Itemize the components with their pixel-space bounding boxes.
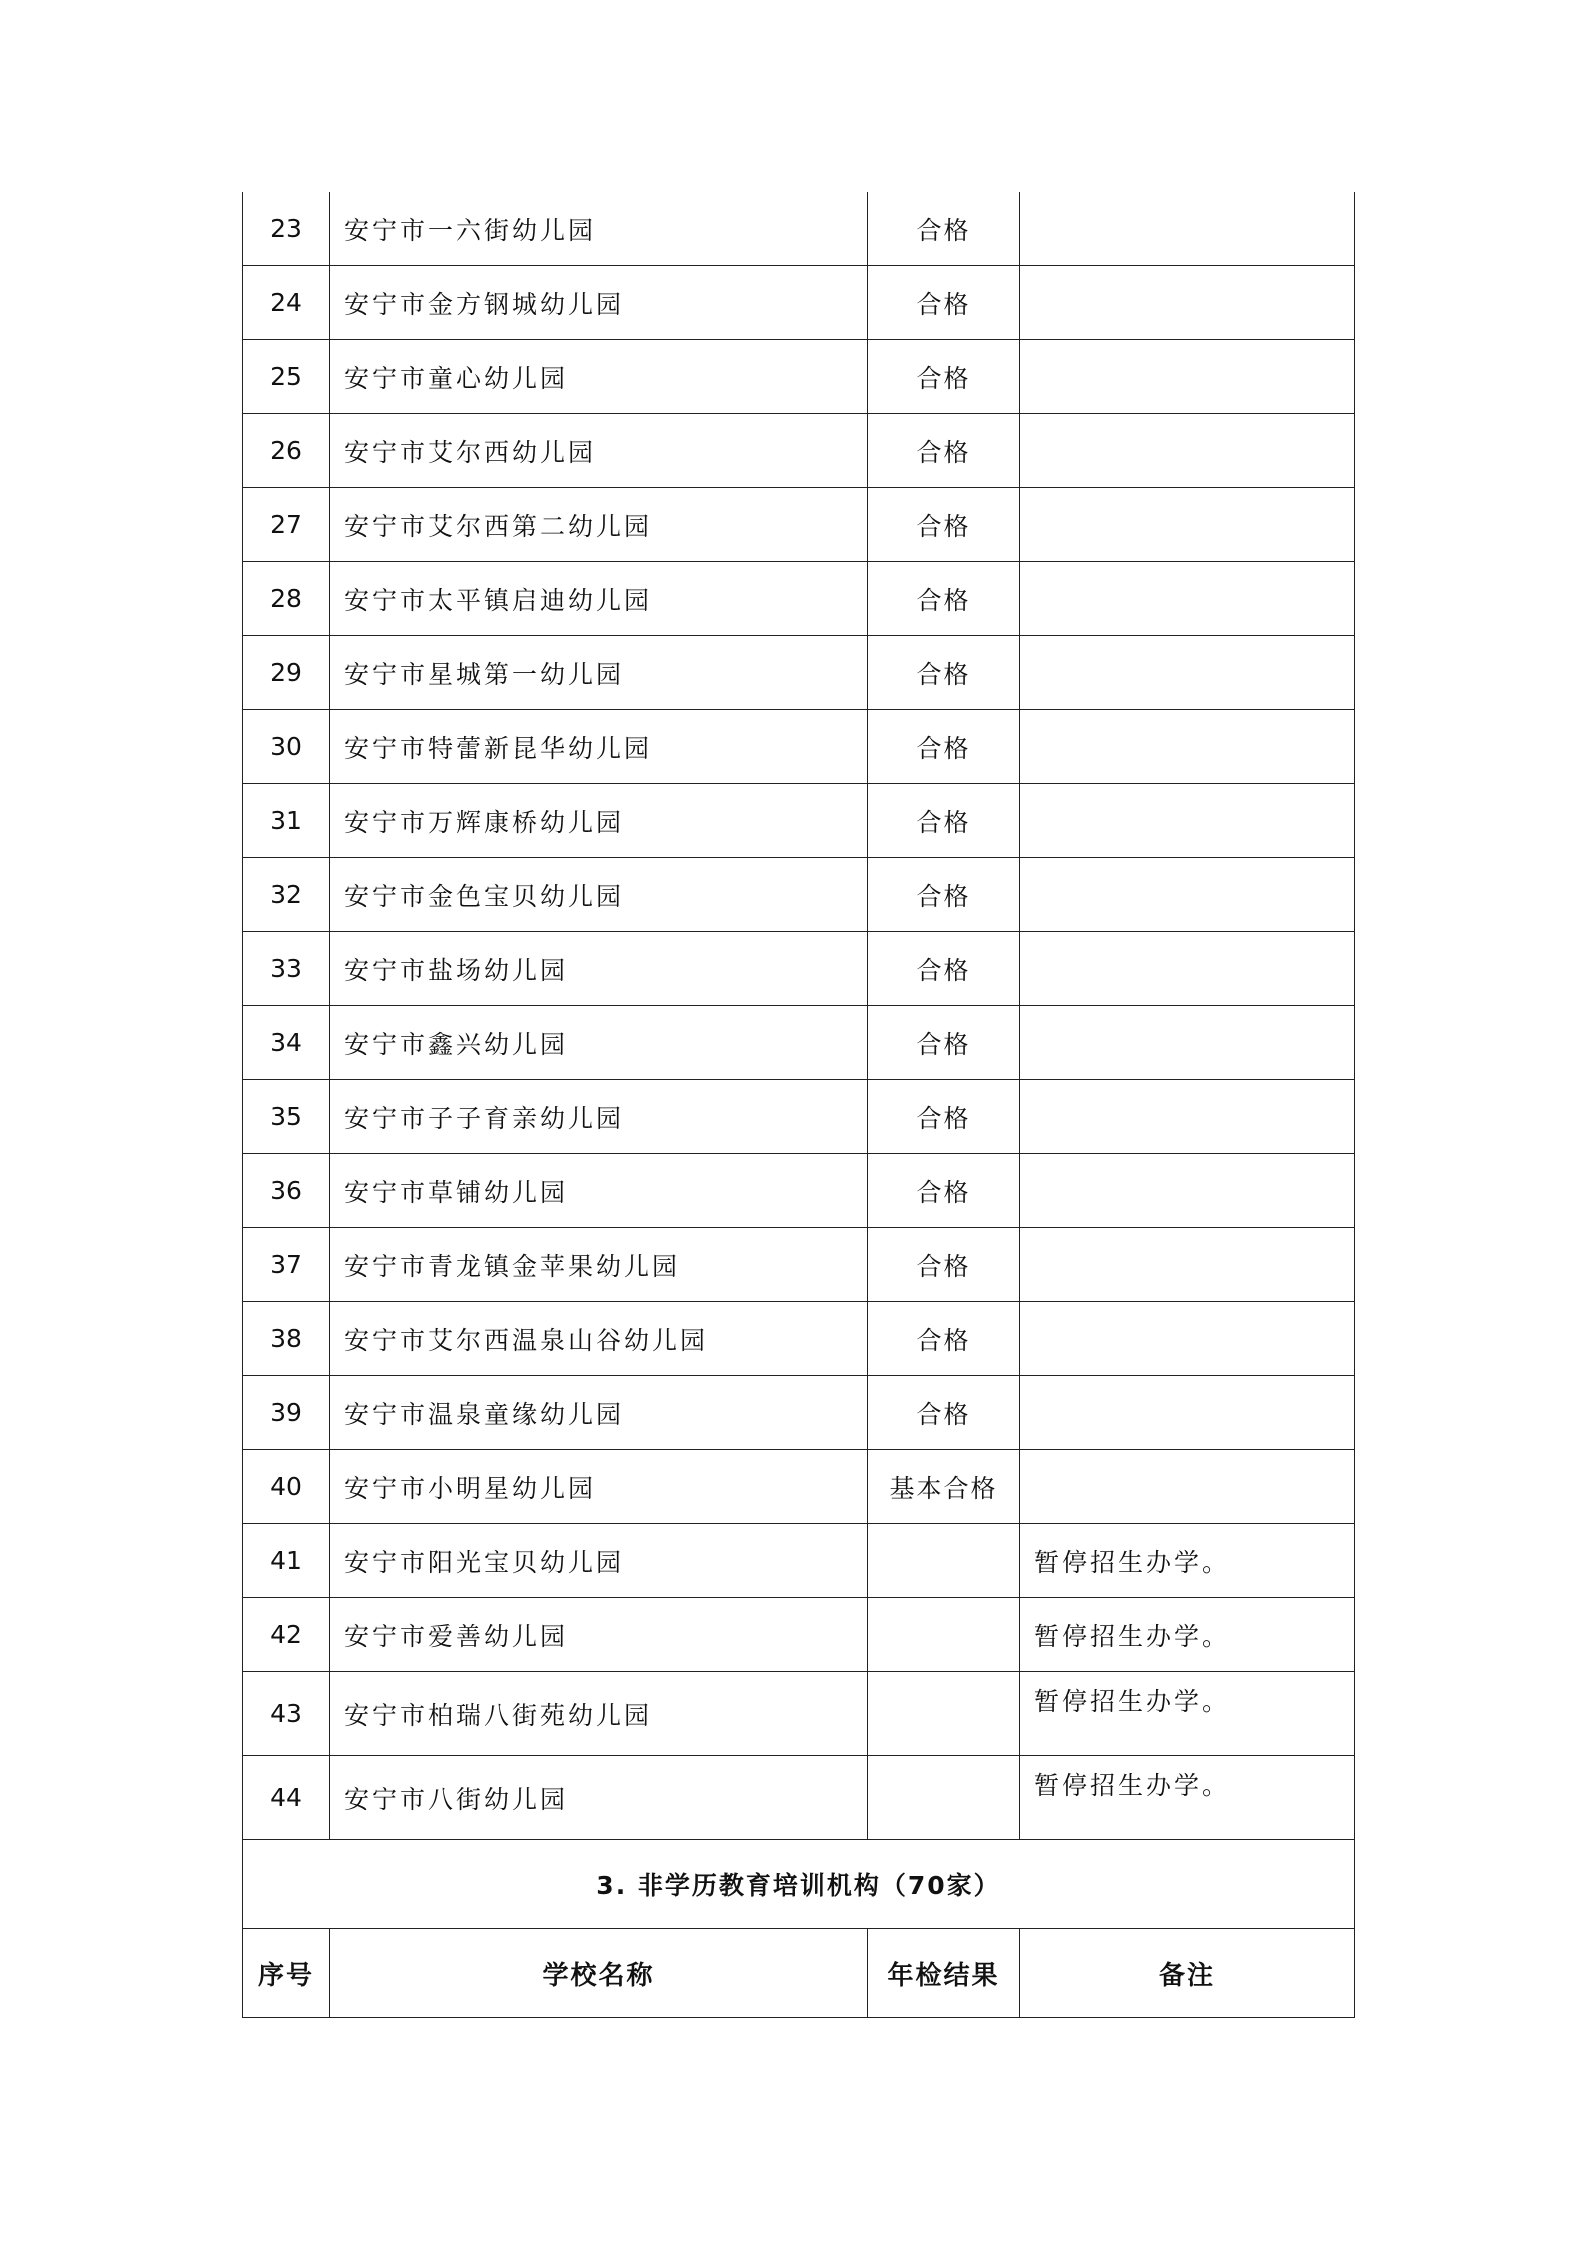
row-serial-number: 23 [243, 192, 330, 266]
row-remarks [1020, 414, 1355, 488]
table-row [243, 932, 1355, 1006]
row-remarks [1020, 1080, 1355, 1154]
row-inspection-result: 合格 [868, 266, 1020, 340]
row-school-name: 安宁市八街幼儿园 [330, 1756, 868, 1840]
row-school-name: 安宁市子子育亲幼儿园 [330, 1080, 868, 1154]
row-inspection-result [868, 1598, 1020, 1672]
row-inspection-result: 基本合格 [868, 1450, 1020, 1524]
row-school-name: 安宁市盐场幼儿园 [330, 932, 868, 1006]
row-inspection-result: 合格 [868, 1154, 1020, 1228]
row-remarks [1020, 784, 1355, 858]
row-inspection-result: 合格 [868, 1080, 1020, 1154]
row-school-name: 安宁市星城第一幼儿园 [330, 636, 868, 710]
row-remarks [1020, 266, 1355, 340]
table-row [243, 1006, 1355, 1080]
row-remarks [1020, 858, 1355, 932]
row-inspection-result: 合格 [868, 340, 1020, 414]
row-serial-number: 42 [243, 1598, 330, 1672]
row-serial-number: 31 [243, 784, 330, 858]
row-inspection-result: 合格 [868, 192, 1020, 266]
table-row [243, 1154, 1355, 1228]
table-row [243, 414, 1355, 488]
row-remarks [1020, 710, 1355, 784]
table-row [243, 1302, 1355, 1376]
row-remarks [1020, 1450, 1355, 1524]
row-school-name: 安宁市艾尔西第二幼儿园 [330, 488, 868, 562]
row-serial-number: 43 [243, 1672, 330, 1756]
row-serial-number: 40 [243, 1450, 330, 1524]
row-inspection-result: 合格 [868, 562, 1020, 636]
row-school-name: 安宁市草铺幼儿园 [330, 1154, 868, 1228]
row-inspection-result [868, 1524, 1020, 1598]
section-block [243, 1840, 1355, 2018]
row-serial-number: 32 [243, 858, 330, 932]
row-school-name: 安宁市爱善幼儿园 [330, 1598, 868, 1672]
row-serial-number: 26 [243, 414, 330, 488]
row-school-name: 安宁市艾尔西温泉山谷幼儿园 [330, 1302, 868, 1376]
row-inspection-result: 合格 [868, 488, 1020, 562]
row-serial-number: 24 [243, 266, 330, 340]
row-school-name: 安宁市太平镇启迪幼儿园 [330, 562, 868, 636]
table-row [243, 488, 1355, 562]
row-serial-number: 34 [243, 1006, 330, 1080]
row-serial-number: 30 [243, 710, 330, 784]
row-serial-number: 41 [243, 1524, 330, 1598]
row-school-name: 安宁市温泉童缘幼儿园 [330, 1376, 868, 1450]
row-inspection-result: 合格 [868, 414, 1020, 488]
row-serial-number: 28 [243, 562, 330, 636]
table-row [243, 784, 1355, 858]
row-inspection-result [868, 1756, 1020, 1840]
row-inspection-result: 合格 [868, 1006, 1020, 1080]
table-row [243, 562, 1355, 636]
row-remarks [1020, 340, 1355, 414]
row-school-name: 安宁市一六街幼儿园 [330, 192, 868, 266]
row-inspection-result [868, 1672, 1020, 1756]
section-title: 3. 非学历教育培训机构（70家） [243, 1840, 1355, 1929]
row-remarks: 暂停招生办学。 [1020, 1524, 1355, 1598]
row-serial-number: 29 [243, 636, 330, 710]
row-serial-number: 25 [243, 340, 330, 414]
row-serial-number: 44 [243, 1756, 330, 1840]
row-inspection-result: 合格 [868, 858, 1020, 932]
table-row [243, 266, 1355, 340]
row-inspection-result: 合格 [868, 1302, 1020, 1376]
row-school-name: 安宁市金色宝贝幼儿园 [330, 858, 868, 932]
row-inspection-result: 合格 [868, 784, 1020, 858]
row-school-name: 安宁市青龙镇金苹果幼儿园 [330, 1228, 868, 1302]
header-serial-number: 序号 [243, 1929, 330, 2018]
row-remarks [1020, 1006, 1355, 1080]
row-serial-number: 37 [243, 1228, 330, 1302]
table-row [243, 1524, 1355, 1598]
row-remarks [1020, 1228, 1355, 1302]
row-school-name: 安宁市鑫兴幼儿园 [330, 1006, 868, 1080]
row-remarks [1020, 192, 1355, 266]
row-inspection-result: 合格 [868, 636, 1020, 710]
row-school-name: 安宁市万辉康桥幼儿园 [330, 784, 868, 858]
row-serial-number: 35 [243, 1080, 330, 1154]
inspection-results-table [242, 192, 1355, 2018]
table-row [243, 636, 1355, 710]
row-remarks [1020, 1154, 1355, 1228]
row-remarks: 暂停招生办学。 [1020, 1756, 1355, 1840]
row-school-name: 安宁市小明星幼儿园 [330, 1450, 868, 1524]
row-remarks: 暂停招生办学。 [1020, 1672, 1355, 1756]
table-row [243, 710, 1355, 784]
table-header-row [243, 1929, 1355, 2018]
row-school-name: 安宁市特蕾新昆华幼儿园 [330, 710, 868, 784]
table-row [243, 1756, 1355, 1840]
row-school-name: 安宁市艾尔西幼儿园 [330, 414, 868, 488]
row-serial-number: 27 [243, 488, 330, 562]
row-inspection-result: 合格 [868, 710, 1020, 784]
row-serial-number: 39 [243, 1376, 330, 1450]
table-row [243, 1228, 1355, 1302]
table-body [243, 192, 1355, 1840]
table-row [243, 858, 1355, 932]
header-remarks: 备注 [1020, 1929, 1355, 2018]
row-school-name: 安宁市柏瑞八街苑幼儿园 [330, 1672, 868, 1756]
section-title-row [243, 1840, 1355, 1929]
row-remarks: 暂停招生办学。 [1020, 1598, 1355, 1672]
row-serial-number: 36 [243, 1154, 330, 1228]
header-school-name: 学校名称 [330, 1929, 868, 2018]
row-inspection-result: 合格 [868, 1228, 1020, 1302]
row-inspection-result: 合格 [868, 932, 1020, 1006]
table-row [243, 1450, 1355, 1524]
row-serial-number: 38 [243, 1302, 330, 1376]
row-school-name: 安宁市金方钢城幼儿园 [330, 266, 868, 340]
row-remarks [1020, 1302, 1355, 1376]
row-remarks [1020, 1376, 1355, 1450]
row-school-name: 安宁市童心幼儿园 [330, 340, 868, 414]
row-serial-number: 33 [243, 932, 330, 1006]
row-remarks [1020, 562, 1355, 636]
row-remarks [1020, 932, 1355, 1006]
header-inspection-result: 年检结果 [868, 1929, 1020, 2018]
row-remarks [1020, 488, 1355, 562]
row-inspection-result: 合格 [868, 1376, 1020, 1450]
table-row [243, 340, 1355, 414]
table-row [243, 1376, 1355, 1450]
table-row [243, 1080, 1355, 1154]
row-remarks [1020, 636, 1355, 710]
row-school-name: 安宁市阳光宝贝幼儿园 [330, 1524, 868, 1598]
table-row [243, 192, 1355, 266]
table-row [243, 1672, 1355, 1756]
table-row [243, 1598, 1355, 1672]
